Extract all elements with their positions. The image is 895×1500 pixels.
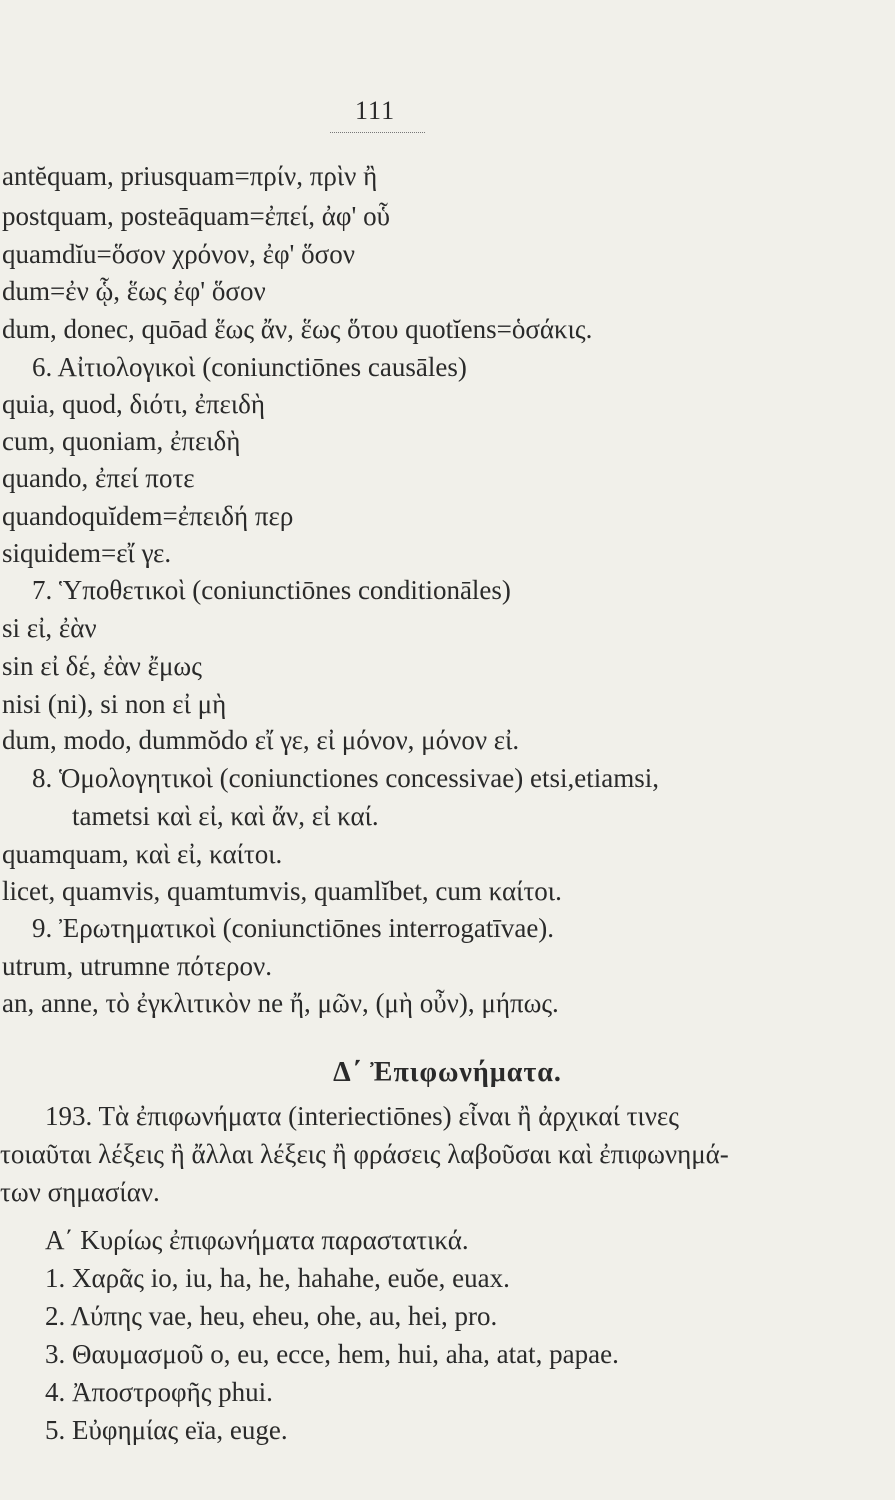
page-number-rule <box>330 132 425 133</box>
text-line: tametsi καὶ εἰ, καὶ ἄν, εἰ καί. <box>72 801 379 831</box>
text-line: siquidem=εἴ γε. <box>2 538 172 568</box>
text-line: dum, donec, quōad ἕως ἄν, ἕως ὅτου quotĭens=ὁσάκις. <box>2 314 593 344</box>
text-line: quamquam, καὶ εἰ, καίτοι. <box>2 839 283 869</box>
text-line: quamdĭu=ὅσον χρόνον, ἐφ' ὅσον <box>2 239 355 269</box>
list-item: 5. Εὐφημίας eïa, euge. <box>45 1415 288 1445</box>
text-line: quando, ἐπεί ποτε <box>2 463 195 493</box>
list-item: 2. Λύπης vae, heu, eheu, ohe, au, hei, pro. <box>45 1301 498 1331</box>
section-heading-6: 6. Αἰτιολογικοὶ (coniunctiōnes causāles) <box>32 352 467 382</box>
text-line: cum, quoniam, ἐπειδὴ <box>2 426 241 456</box>
section-heading-9: 9. Ἐρωτηματικοὶ (coniunctiōnes interrogatīvae). <box>32 913 555 943</box>
text-line: si εἰ, ἐὰν <box>2 613 97 643</box>
text-line: dum, modo, dummŏdo εἴ γε, εἰ μόνον, μόνον εἰ. <box>2 725 520 755</box>
text-line: an, anne, τὸ ἐγκλιτικὸν ne ἤ, μῶν, (μὴ οὖν), μήπως. <box>2 988 559 1018</box>
text-line: nisi (ni), si non εἰ μὴ <box>2 689 227 719</box>
list-item: 1. Χαρᾶς io, iu, ha, he, hahahe, euŏe, euax. <box>45 1263 510 1293</box>
list-item: 3. Θαυμασμοῦ o, eu, ecce, hem, hui, aha, atat, papae. <box>45 1339 619 1369</box>
text-line: postquam, posteāquam=ἐπεί, ἀφ' οὗ <box>2 201 390 231</box>
page-number: 111 <box>355 96 396 125</box>
text-line: antĕquam, priusquam=πρίν, πρὶν ἢ <box>2 161 378 191</box>
text-line: utrum, utrumne πότερον. <box>2 951 272 981</box>
text-line: dum=ἐν ᾧ, ἕως ἐφ' ὅσον <box>2 276 266 306</box>
subsection-heading: Α΄ Κυρίως ἐπιφωνήματα παραστατικά. <box>45 1225 469 1255</box>
chapter-heading: Δ΄ Ἐπιφωνήματα. <box>333 1057 562 1088</box>
section-heading-8: 8. Ὁμολογητικοὶ (coniunctiones concessivae) etsi,etiamsi, <box>32 763 659 793</box>
paragraph-line: των σημασίαν. <box>0 1177 160 1207</box>
list-item: 4. Ἀποστροφῆς phui. <box>45 1377 273 1407</box>
text-line: sin εἰ δέ, ἐὰν ἔμως <box>2 651 202 681</box>
paragraph-line: 193. Τὰ ἐπιφωνήματα (interiectiōnes) εἶναι ἢ ἀρχικαί τινες <box>45 1101 679 1131</box>
text-line: quia, quod, διότι, ἐπειδὴ <box>2 389 265 419</box>
text-line: licet, quamvis, quamtumvis, quamlĭbet, cum καίτοι. <box>2 876 562 906</box>
section-heading-7: 7. Ὑποθετικοὶ (coniunctiōnes conditionāles) <box>32 575 511 605</box>
text-line: quandoquĭdem=ἐπειδή περ <box>2 501 294 531</box>
paragraph-line: τοιαῦται λέξεις ἢ ἄλλαι λέξεις ἢ φράσεις λαβοῦσαι καὶ ἐπιφωνημά- <box>0 1139 729 1169</box>
